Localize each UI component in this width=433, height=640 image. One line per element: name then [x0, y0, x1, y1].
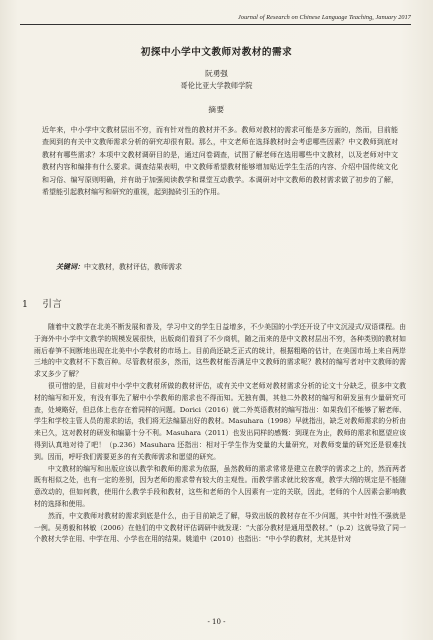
article-title: 初探中小学中文教师对教材的需求	[140, 47, 293, 58]
section-heading	[22, 296, 62, 310]
page-number: - 10 -	[207, 618, 226, 626]
body-text	[34, 322, 406, 546]
author-affiliation: 哥伦比亚大学教师学院	[180, 81, 253, 90]
author-name: 阮勇强	[205, 69, 228, 78]
keywords	[56, 262, 398, 272]
section-title: 引言	[42, 299, 63, 310]
header-rule	[20, 24, 411, 25]
body-paragraph: 随着中文教学在北美不断发展和普及，学习中文的学生日益增多，不少美国的小学还开设了中文沉浸式/双语课程。由于海外中小学中文教学的规模发展很快，出版商们看到了不少商机，随之而来的是中文教材层出不穷，各种类别的教材如雨后春笋不间断地出现在北美中小学教材的市场上。目前尚还缺乏正式的统计，根据粗略的估计，在美国市场上来自两岸三地的中文教材不下数百种。尽管教材很多，然而，这些教材能否满足中文教师的需求呢？教材的编写者对中文教师的需求又多少了解？	[34, 323, 406, 379]
body-paragraph: 然而，中文教师对教材的需求到底是什么，由于目前缺乏了解，导致出版的教材存在不少问题，其中针对性不强就是一例。吴勇毅和林敏（2006）在他们的中文教材评估调研中就发现：“大部分教材是通用型教材。”（p.2）这就导致了同一个教材大学在用、中学在用、小学也在用的结果。姚道中（2010）也指出：“中小学的教材，尤其是针对	[34, 511, 406, 544]
body-paragraph: 很可惜的是，目前对中小学中文教材所做的教材评估，或有关中文老师对教材需求分析的论文十分缺乏，很多中文教材的编写和开发，有没有事先了解中小学教师的需求也不得而知。无独有偶，其他二外教材的编写和研发虽有少量研究可查，处境略好，但总体上也存在着同样的问题。Dorici（2016）就二外英语教材的编写指出：如果我们不能够了解老师、学生和学校主管人员的需求的话，我们将无法编纂出好的教材。Masuhara（1998）早就指出，缺乏对教师需求的分析由来已久，这对教材的研发和编纂十分不利。Masuhara（2011）也发出同样的感慨：到现在为止，教师的需求和愿望应该得到认真地对待了吧！（p.236）Masuhara 还指出：相对于学生作为变量的大量研究，对教师变量的研究还是很难找到。因而，呼吁我们需要更多的有关教师需求和愿望的研究。	[34, 381, 406, 461]
abstract-text: 近年来，中小学中文教材层出不穷，而有针对性的教材并不多。教师对教材的需求可能是多方面的，然而，目前能查阅到的有关中文教师需求分析的研究却很有限。那么，中文老师在选择教材时会考虑哪些因素？中文教师到底对教材有哪些需求？本项中文教材调研目的是，通过问卷调查，试图了解老师在选用哪些中文教材，以及老师对中文教材内容和编排有什么要求。调查结果表明，中文教师希望教材能够增加贴近学生生活的内容、介绍中国传统文化和习俗、编写原则明确，并有助于加强阅读教学和课堂互动教学。本调研对中文教师的教材需求做了初步的了解，希望能引起教材编写和研究的重视，起到抛砖引玉的作用。	[42, 126, 398, 197]
body-paragraph: 中文教材的编写和出版应该以教学和教师的需求为依据，虽然教师的需求常常是建立在教学的需求之上的，然而两者既有相似之处，也有一定的差别，因为老师的需求带有较大的主观性。而教学需求就比较客观，教学大纲的规定是不能随意改动的，但如何教，使用什么教学手段和教材，这些和老师的个人因素有一定的关联，因此，老师的个人因素会影响教材的选择和使用。	[34, 464, 406, 508]
abstract-heading: 摘要	[208, 105, 225, 114]
journal-header: Journal of Research on Chinese Language Teaching, January 2017	[238, 14, 411, 21]
keywords-label: 关键词：	[56, 262, 84, 271]
keywords-text: 中文教材，教材评估，教师需求	[84, 263, 182, 271]
section-number: 1	[22, 299, 29, 310]
